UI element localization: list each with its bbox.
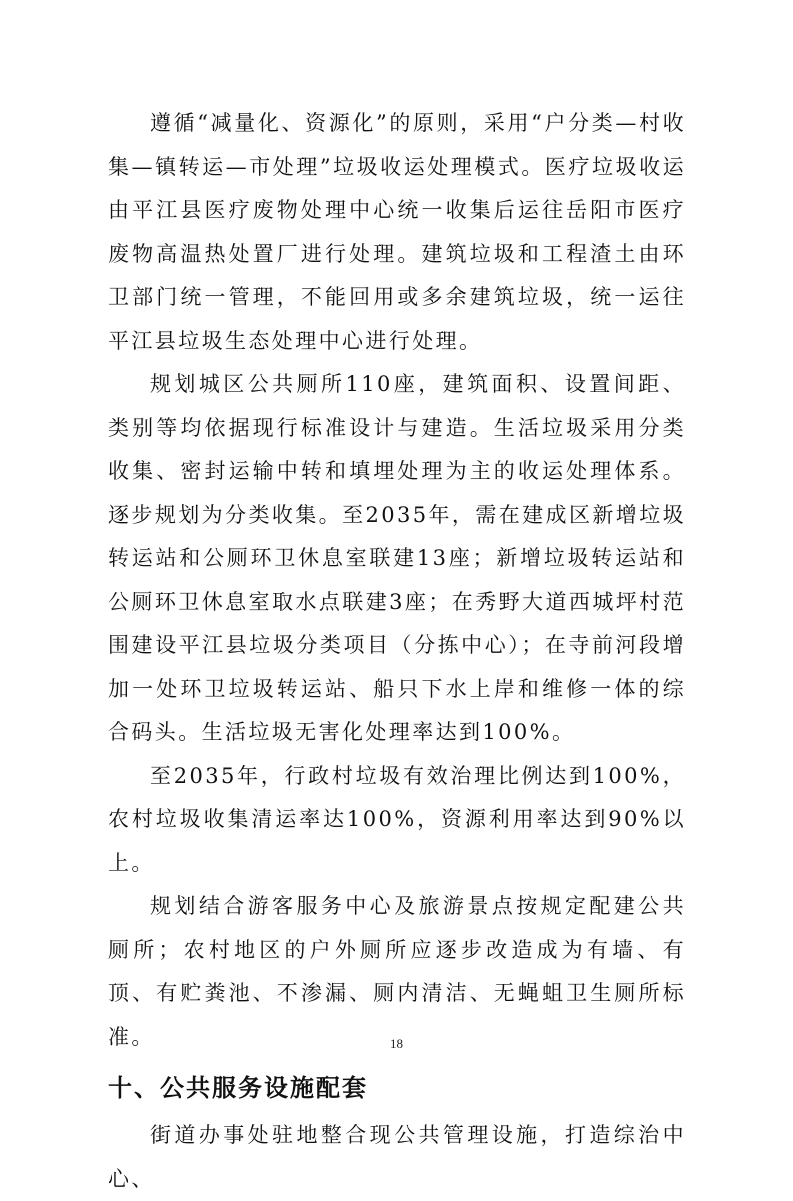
- page-number: 18: [390, 1036, 403, 1051]
- paragraph-public-toilets-planning: 规划城区公共厕所110座，建筑面积、设置间距、类别等均依据现行标准设计与建造。生活垃圾采用分类收集、密封运输中转和填埋处理为主的收运处理体系。逐步规划为分类收集。至2035年，需在建成区新增垃圾转运站和公厕环卫休息室联建13座；新增垃圾转运站和公厕环卫休息室取水点联建3座；在秀野大道西城坪村范围建设平江县垃圾分类项目（分拣中心）；在寺前河段增加一处环卫垃圾转运站、船只下水上岸和维修一体的综合码头。生活垃圾无害化处理率达到100%。: [108, 372, 686, 744]
- paragraph-public-service-intro: 街道办事处驻地整合现公共管理设施，打造综治中心、: [108, 1123, 686, 1191]
- section-heading: 十、公共服务设施配套: [108, 1074, 368, 1102]
- paragraph-rural-waste-targets: 至2035年，行政村垃圾有效治理比例达到100%，农村垃圾收集清运率达100%，资源利用率达到90%以上。: [108, 763, 686, 875]
- paragraph-waste-collection-mode: 遵循“减量化、资源化”的原则，采用“户分类—村收集—镇转运—市处理”垃圾收运处理模式。医疗垃圾收运由平江县医疗废物处理中心统一收集后运往岳阳市医疗废物高温热处置厂进行处理。建筑垃圾和工程渣土由环卫部门统一管理，不能回用或多余建筑垃圾，统一运往平江县垃圾生态处理中心进行处理。: [108, 111, 686, 353]
- paragraph-tourist-toilets: 规划结合游客服务中心及旅游景点按规定配建公共厕所；农村地区的户外厕所应逐步改造成为有墙、有顶、有贮粪池、不渗漏、厕内清洁、无蝇蛆卫生厕所标准。: [108, 894, 686, 1049]
